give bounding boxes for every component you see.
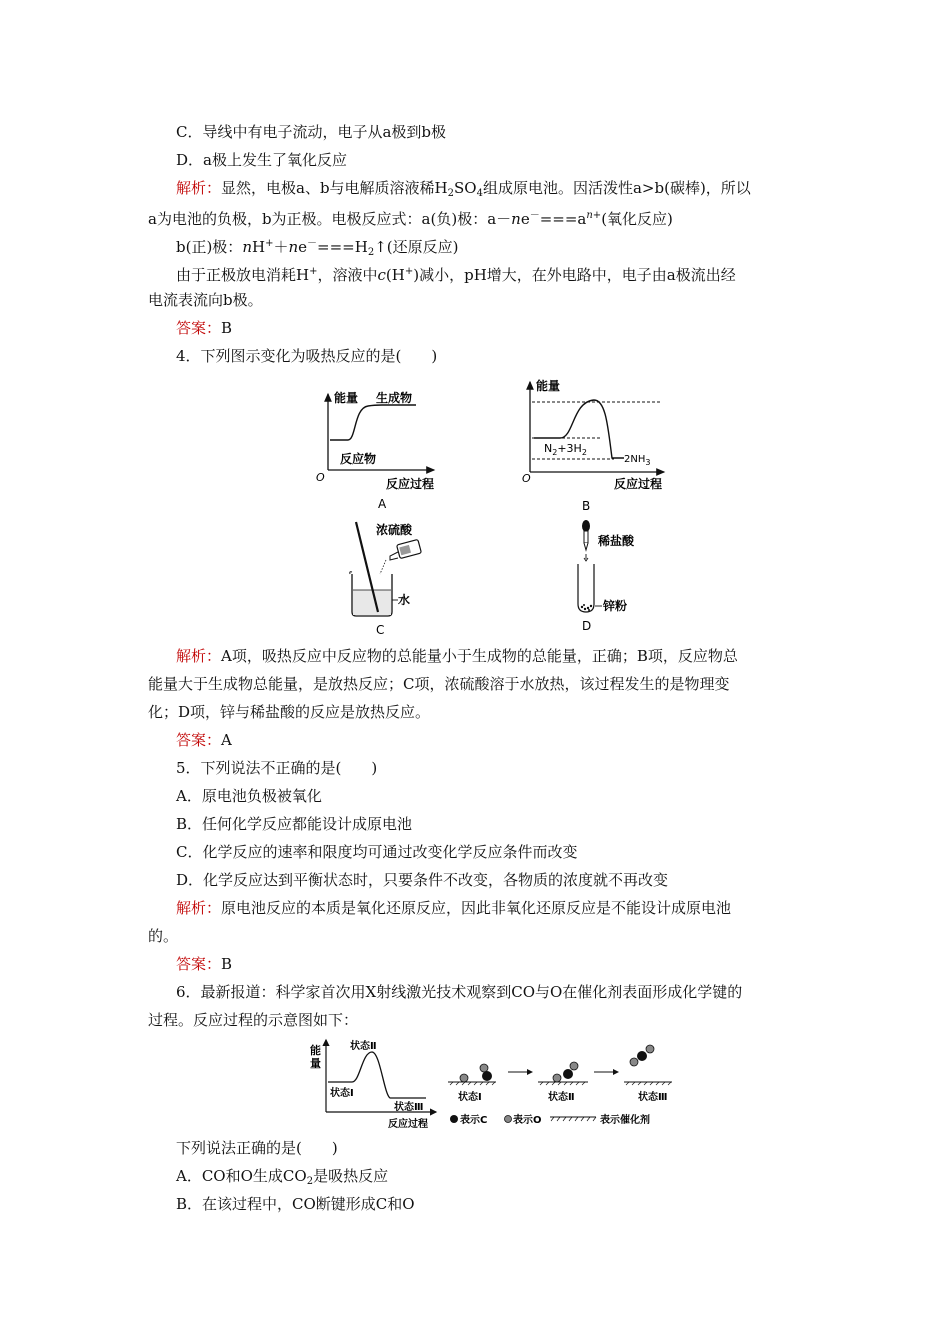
- oxygen-atom: [570, 1062, 578, 1070]
- q6-question: 下列说法正确的是( ): [176, 1139, 338, 1157]
- q6-stem-line-2: 过程。反应过程的示意图如下：: [148, 1011, 359, 1029]
- q5-analysis-line-1: 解析：原电池反应的本质是氧化还原反应，因此非氧化还原反应是不能设计成原电池: [176, 899, 732, 917]
- q4-analysis-line-2: 能量大于生成物总能量，是放热反应；C项，浓硫酸溶于水放热，该过程发生的是物理变: [148, 675, 730, 693]
- q3-analysis-line-5: 电流表流向b极。: [148, 291, 263, 309]
- legend-oxygen-icon: [505, 1116, 512, 1123]
- q4-analysis-line-1: 解析：A项，吸热反应中反应物的总能量小于生成物的总能量，正确；B项，反应物总: [176, 647, 738, 665]
- oxygen-atom: [646, 1045, 654, 1053]
- carbon-atom: [482, 1071, 492, 1081]
- label-state-2: 状态Ⅱ: [350, 1041, 377, 1052]
- oxygen-atom: [630, 1058, 638, 1066]
- q3-analysis-line-2: a为电池的负极，b为正极。电极反应式：a(负)极：$a-ne^-===a^{n+}$(氧化反应): [148, 210, 673, 228]
- origin-label: O: [522, 472, 531, 485]
- oxygen-atom: [480, 1064, 488, 1072]
- test-tube: [578, 564, 594, 612]
- figure-c: [336, 514, 426, 638]
- drop-arrow: [584, 554, 588, 561]
- water: [353, 590, 391, 615]
- analysis-label: 解析：: [176, 899, 222, 917]
- q6-option-b: B．在该过程中，CO断键形成C和O: [176, 1195, 415, 1213]
- analysis-label: 解析：: [176, 647, 222, 665]
- q5-option-b: B．任何化学反应都能设计成原电池: [176, 815, 413, 833]
- answer-label: 答案：: [176, 955, 222, 973]
- q4-answer: 答案：A: [176, 731, 232, 749]
- caption-d: D: [582, 619, 592, 633]
- dropper: [582, 520, 590, 550]
- q3-analysis-line-3: b(正)极：$nH^++ne^-===H_2↑$(还原反应): [176, 238, 459, 258]
- reagent-bottle: [390, 539, 421, 560]
- caption-c: C: [376, 623, 385, 637]
- q4-analysis-line-3: 化；D项，锌与稀盐酸的反应是放热反应。: [148, 703, 431, 721]
- q6-figure: [306, 1036, 676, 1132]
- origin-label: O: [316, 471, 325, 484]
- q5-answer: 答案：B: [176, 955, 233, 973]
- state-2-illustration: [538, 1062, 588, 1085]
- reactant-label: 反应物: [340, 452, 377, 466]
- x-axis-label: 反应过程: [388, 1119, 428, 1130]
- label-dilute-hcl: 稀盐酸: [598, 534, 635, 548]
- zinc-powder: [581, 604, 592, 611]
- acid-stream: [380, 560, 386, 574]
- analysis-label: 解析：: [176, 179, 222, 197]
- legend-carbon-icon: [450, 1115, 458, 1123]
- answer-label: 答案：: [176, 731, 222, 749]
- figure-b: [520, 378, 670, 514]
- carbon-atom: [563, 1069, 573, 1079]
- energy-curve: [330, 405, 416, 440]
- q3-analysis-line-4: 由于正极放电消耗H+，溶液中c(H+)减小，pH增大，在外电路中，电子由a极流出经: [176, 266, 736, 284]
- figure-a: [312, 384, 442, 512]
- legend-catalyst: 表示催化剂: [600, 1115, 650, 1126]
- label-zinc-powder: 锌粉: [603, 599, 628, 613]
- y-axis-label: 能量: [334, 391, 359, 405]
- legend-catalyst-icon: [550, 1117, 596, 1121]
- product-label: $2NH_3$: [624, 454, 651, 467]
- q5-option-d: D．化学反应达到平衡状态时，只要条件不改变，各物质的浓度就不再改变: [176, 871, 669, 889]
- y-axis-label-1: 能: [310, 1044, 321, 1057]
- q6-option-a: A．CO和O生成$CO_2$是吸热反应: [176, 1167, 389, 1187]
- q5-stem: 5．下列说法不正确的是( ): [176, 759, 378, 777]
- state-1-illustration: [448, 1064, 496, 1085]
- label-state-1: 状态Ⅰ: [330, 1088, 354, 1099]
- legend-oxygen: 表示O: [513, 1115, 542, 1126]
- caption-state-2: 状态Ⅱ: [548, 1092, 575, 1103]
- q5-option-a: A．原电池负极被氧化: [176, 787, 322, 805]
- q3-answer: 答案：B: [176, 319, 233, 337]
- carbon-atom: [637, 1051, 647, 1061]
- state-3-illustration: [624, 1045, 672, 1085]
- y-axis-label: 能量: [536, 379, 561, 393]
- caption-state-3: 状态Ⅲ: [638, 1092, 668, 1103]
- y-axis-label-2: 量: [310, 1057, 321, 1070]
- caption-a: A: [378, 497, 387, 511]
- q5-option-c: C．化学反应的速率和限度均可通过改变化学反应条件而改变: [176, 843, 578, 861]
- product-label: 生成物: [376, 391, 413, 405]
- figure-d: [570, 514, 650, 638]
- q3-option-d: D．a极上发生了氧化反应: [176, 151, 347, 169]
- reactant-label: $N_2+3H_2$: [544, 442, 587, 457]
- answer-label: 答案：: [176, 319, 222, 337]
- label-water: 水: [398, 593, 411, 607]
- label-state-3: 状态Ⅲ: [394, 1102, 424, 1113]
- caption-state-1: 状态Ⅰ: [458, 1092, 482, 1103]
- oxygen-atom: [553, 1074, 561, 1082]
- q5-analysis-line-2: 的。: [148, 927, 179, 945]
- q4-stem: 4．下列图示变化为吸热反应的是( ): [176, 347, 438, 365]
- q3-analysis-line-1: 解析：显然，电极a、b与电解质溶液稀$H_2SO_4$组成原电池。因活泼性a>b(碳棒)，所以: [176, 179, 751, 199]
- q6-stem-line-1: 6．最新报道：科学家首次用X射线激光技术观察到CO与O在催化剂表面形成化学键的: [176, 983, 743, 1001]
- caption-b: B: [582, 499, 591, 513]
- x-axis-label: 反应过程: [386, 477, 435, 491]
- x-axis-label: 反应过程: [614, 477, 663, 491]
- q3-option-c: C．导线中有电子流动，电子从a极到b极: [176, 123, 447, 141]
- legend-carbon: 表示C: [460, 1115, 488, 1126]
- label-conc-sulfuric-acid: 浓硫酸: [376, 523, 413, 537]
- oxygen-atom: [460, 1074, 468, 1082]
